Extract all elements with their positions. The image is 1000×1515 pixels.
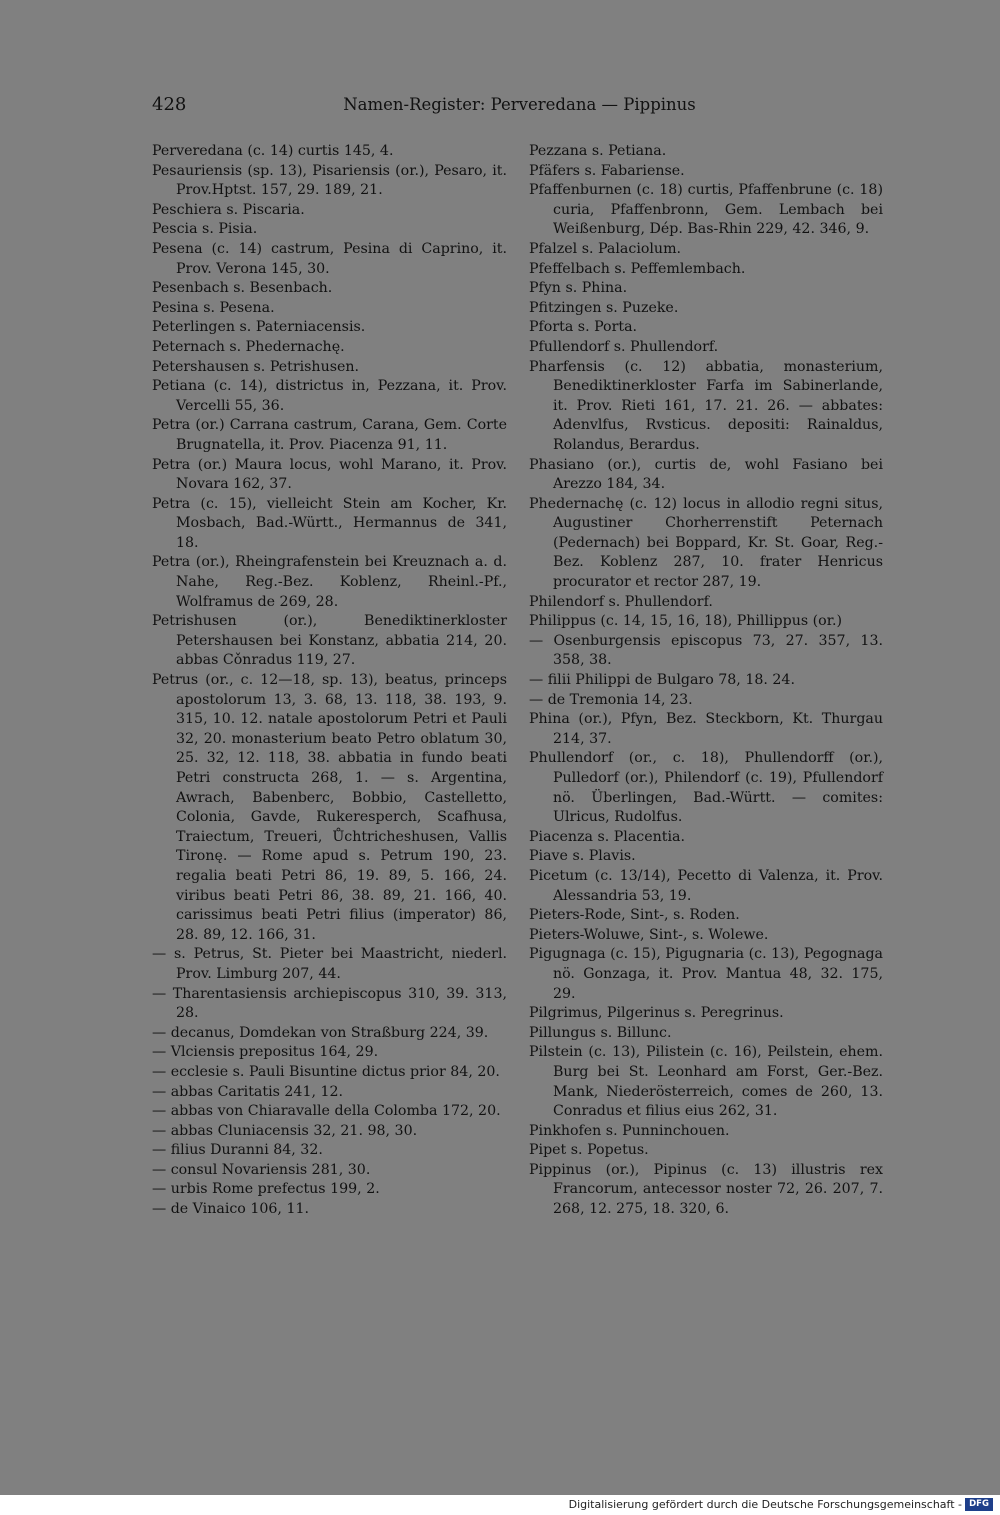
left-column — [152, 142, 507, 1220]
index-entry: Pillungus s. Billunc. — [529, 1024, 672, 1041]
index-entry: Petrishusen (or.), Benediktinerkloster Petershausen bei Konstanz, abbatia 214, 20. abbas Cǒnradus 119, 27. — [152, 613, 507, 669]
index-entry: Philendorf s. Phullendorf. — [529, 593, 713, 610]
index-entry: — de Vinaico 106, 11. — [152, 1201, 310, 1218]
index-entry: Pesena (c. 14) castrum, Pesina di Caprino, it. Prov. Verona 145, 30. — [152, 240, 507, 277]
index-entry: Peterlingen s. Paterniacensis. — [152, 319, 366, 336]
index-entry: Pilgrimus, Pilgerinus s. Peregrinus. — [529, 1005, 784, 1022]
index-entry: Pezzana s. Petiana. — [529, 143, 667, 159]
index-entry: — Vlciensis prepositus 164, 29. — [152, 1044, 379, 1061]
index-entry: — Osenburgensis episcopus 73, 27. 357, 13. 358, 38. — [529, 632, 883, 669]
index-entry: Petra (or.) Maura locus, wohl Marano, it. Prov. Novara 162, 37. — [152, 456, 507, 493]
right-column — [529, 142, 883, 1220]
funding-notice: Digitalisierung gefördert durch die Deutsche Forschungsgemeinschaft - — [568, 1498, 962, 1511]
index-entry: Pfaffenburnen (c. 18) curtis, Pfaffenbrune (c. 18) curia, Pfaffenbronn, Gem. Lembach bei Weißenburg, Dép. Bas-Rhin 229, 42. 346, 9. — [529, 182, 883, 238]
index-entry: Phasiano (or.), curtis de, wohl Fasiano bei Arezzo 184, 34. — [529, 456, 883, 493]
index-entry: Perveredana (c. 14) curtis 145, 4. — [152, 143, 394, 159]
index-entry: — abbas Cluniacensis 32, 21. 98, 30. — [152, 1122, 418, 1139]
index-entry: — filii Philippi de Bulgaro 78, 18. 24. — [529, 672, 795, 689]
index-entry: Pigugnaga (c. 15), Pigugnaria (c. 13), Pegognaga nö. Gonzaga, it. Prov. Mantua 48, 32. 175, 29. — [529, 946, 883, 1002]
index-entry: Picetum (c. 13/14), Pecetto di Valenza, it. Prov. Alessandria 53, 19. — [529, 867, 883, 904]
index-entry: Phullendorf (or., c. 18), Phullendorff (or.), Pulledorf (or.), Philendorf (c. 19), Pfullendorf nö. Überlingen, Bad.-Württ. — comites: Ulricus, Rudolfus. — [529, 750, 883, 826]
index-entry: — de Tremonia 14, 23. — [529, 691, 693, 708]
index-entry: Pesina s. Pesena. — [152, 299, 275, 316]
index-entry: Pforta s. Porta. — [529, 319, 638, 336]
index-entry: Pfullendorf s. Phullendorf. — [529, 338, 719, 355]
index-entry: Pieters-Rode, Sint-, s. Roden. — [529, 907, 740, 924]
running-title: Namen-Register: Perveredana — Pippinus — [343, 95, 696, 114]
index-entry: Pfalzel s. Palaciolum. — [529, 240, 682, 257]
index-entry: Peternach s. Phedernachę. — [152, 338, 345, 355]
index-entry: — filius Duranni 84, 32. — [152, 1142, 323, 1159]
page-number: 428 — [152, 94, 187, 115]
index-entry: — abbas Caritatis 241, 12. — [152, 1083, 344, 1100]
index-entry: — abbas von Chiaravalle della Colomba 172, 20. — [152, 1103, 501, 1120]
index-entry: — Tharentasiensis archiepiscopus 310, 39. 313, 28. — [152, 985, 507, 1022]
footer-bar — [0, 1495, 1000, 1515]
index-entry: Pinkhofen s. Punninchouen. — [529, 1122, 730, 1139]
index-entry: Pescia s. Pisia. — [152, 221, 258, 238]
index-entry: Petra (or.), Rheingrafenstein bei Kreuznach a. d. Nahe, Reg.-Bez. Koblenz, Rheinl.-Pf., Wolframus de 269, 28. — [152, 554, 507, 610]
index-entry: Pipet s. Popetus. — [529, 1142, 649, 1159]
index-entry: Philippus (c. 14, 15, 16, 18), Phillippus (or.) — [529, 613, 842, 630]
index-entry: Piave s. Plavis. — [529, 848, 636, 865]
dfg-logo: DFG — [965, 1498, 993, 1511]
index-entry: — ecclesie s. Pauli Bisuntine dictus prior 84, 20. — [152, 1063, 500, 1080]
index-entry: Petiana (c. 14), districtus in, Pezzana, it. Prov. Vercelli 55, 36. — [152, 378, 507, 414]
index-entry: Peschiera s. Piscaria. — [152, 201, 305, 218]
index-entry: Petra (or.) Carrana castrum, Carana, Gem. Corte Brugnatella, it. Prov. Piacenza 91, 11. — [152, 417, 507, 453]
index-entry: — consul Novariensis 281, 30. — [152, 1161, 371, 1178]
index-entry: Pesenbach s. Besenbach. — [152, 280, 333, 297]
index-entry: Petershausen s. Petrishusen. — [152, 358, 360, 375]
index-entry: Pilstein (c. 13), Pilistein (c. 16), Peilstein, ehem. Burg bei St. Leonhard am Forst, Ger.-Bez. Mank, Niederösterreich, comes de 260, 13. Conradus et filius eius 262, 31. — [529, 1044, 883, 1120]
index-entry: — urbis Rome prefectus 199, 2. — [152, 1181, 380, 1198]
index-entry: Pharfensis (c. 12) abbatia, monasterium, Benediktinerkloster Farfa im Sabinerlande, it. Prov. Rieti 161, 17. 21. 26. — abbates: Adenvlfus, Rvsticus. depositi: Rainaldus, Rolandus, Berardus. — [529, 358, 883, 453]
index-entry: Pfeffelbach s. Peffemlembach. — [529, 260, 746, 277]
index-entry: Phina (or.), Pfyn, Bez. Steckborn, Kt. Thurgau 214, 37. — [529, 711, 883, 747]
page-header — [152, 92, 887, 120]
index-entry: Pesauriensis (sp. 13), Pisariensis (or.), Pesaro, it. Prov.Hptst. 157, 29. 189, 21. — [152, 162, 507, 199]
index-entry: Phedernachę (c. 12) locus in allodio regni situs, Augustiner Chorherrenstift Peternach (Pedernach) bei Boppard, Kr. St. Goar, Reg.-Bez. Koblenz 287, 10. frater Henricus procurator et rector 287, 19. — [529, 495, 883, 591]
index-entry: Pippinus (or.), Pipinus (c. 13) illustris rex Francorum, antecessor noster 72, 26. 207, 7. 268, 12. 275, 18. 320, 6. — [529, 1161, 883, 1218]
index-entry: Pfyn s. Phina. — [529, 280, 628, 297]
index-entry: — decanus, Domdekan von Straßburg 224, 39. — [152, 1024, 489, 1041]
index-entry: Pfitzingen s. Puzeke. — [529, 299, 679, 316]
index-entry: Petrus (or., c. 12—18, sp. 13), beatus, princeps apostolorum 13, 3. 68, 13. 118, 38. 193, 9. 315, 10. 12. natale apostolorum Petri et Pauli 32, 20. monasterium beato Petro oblatum 30, 25. 32, 12. 118, 38. abbatia in fundo beati Petri constructa 268, 1. — s. Argentina, Awrach, Babenberc, Bobbio, Castelletto, Colonia, Gavde, Rukeresperch, Scafhusa, Traiectum, Treueri, Ůchtricheshusen, Vallis Tironę. — Rome apud s. Petrum 190, 23. regalia beati Petri 86, 19. 89, 5. 166, 24. viribus beati Petri 86, 38. 89, 21. 166, 40. carissimus beati Petri filius (imperator) 86, 28. 89, 12. 166, 31. — [152, 672, 507, 943]
index-entry: Piacenza s. Placentia. — [529, 828, 685, 845]
index-entry: Pfäfers s. Fabariense. — [529, 162, 685, 179]
index-entry: Petra (c. 15), vielleicht Stein am Kocher, Kr. Mosbach, Bad.-Württ., Hermannus de 341, 18. — [152, 495, 507, 551]
index-entry: — s. Petrus, St. Pieter bei Maastricht, niederl. Prov. Limburg 207, 44. — [152, 946, 507, 982]
index-entry: Pieters-Woluwe, Sint-, s. Wolewe. — [529, 926, 769, 943]
